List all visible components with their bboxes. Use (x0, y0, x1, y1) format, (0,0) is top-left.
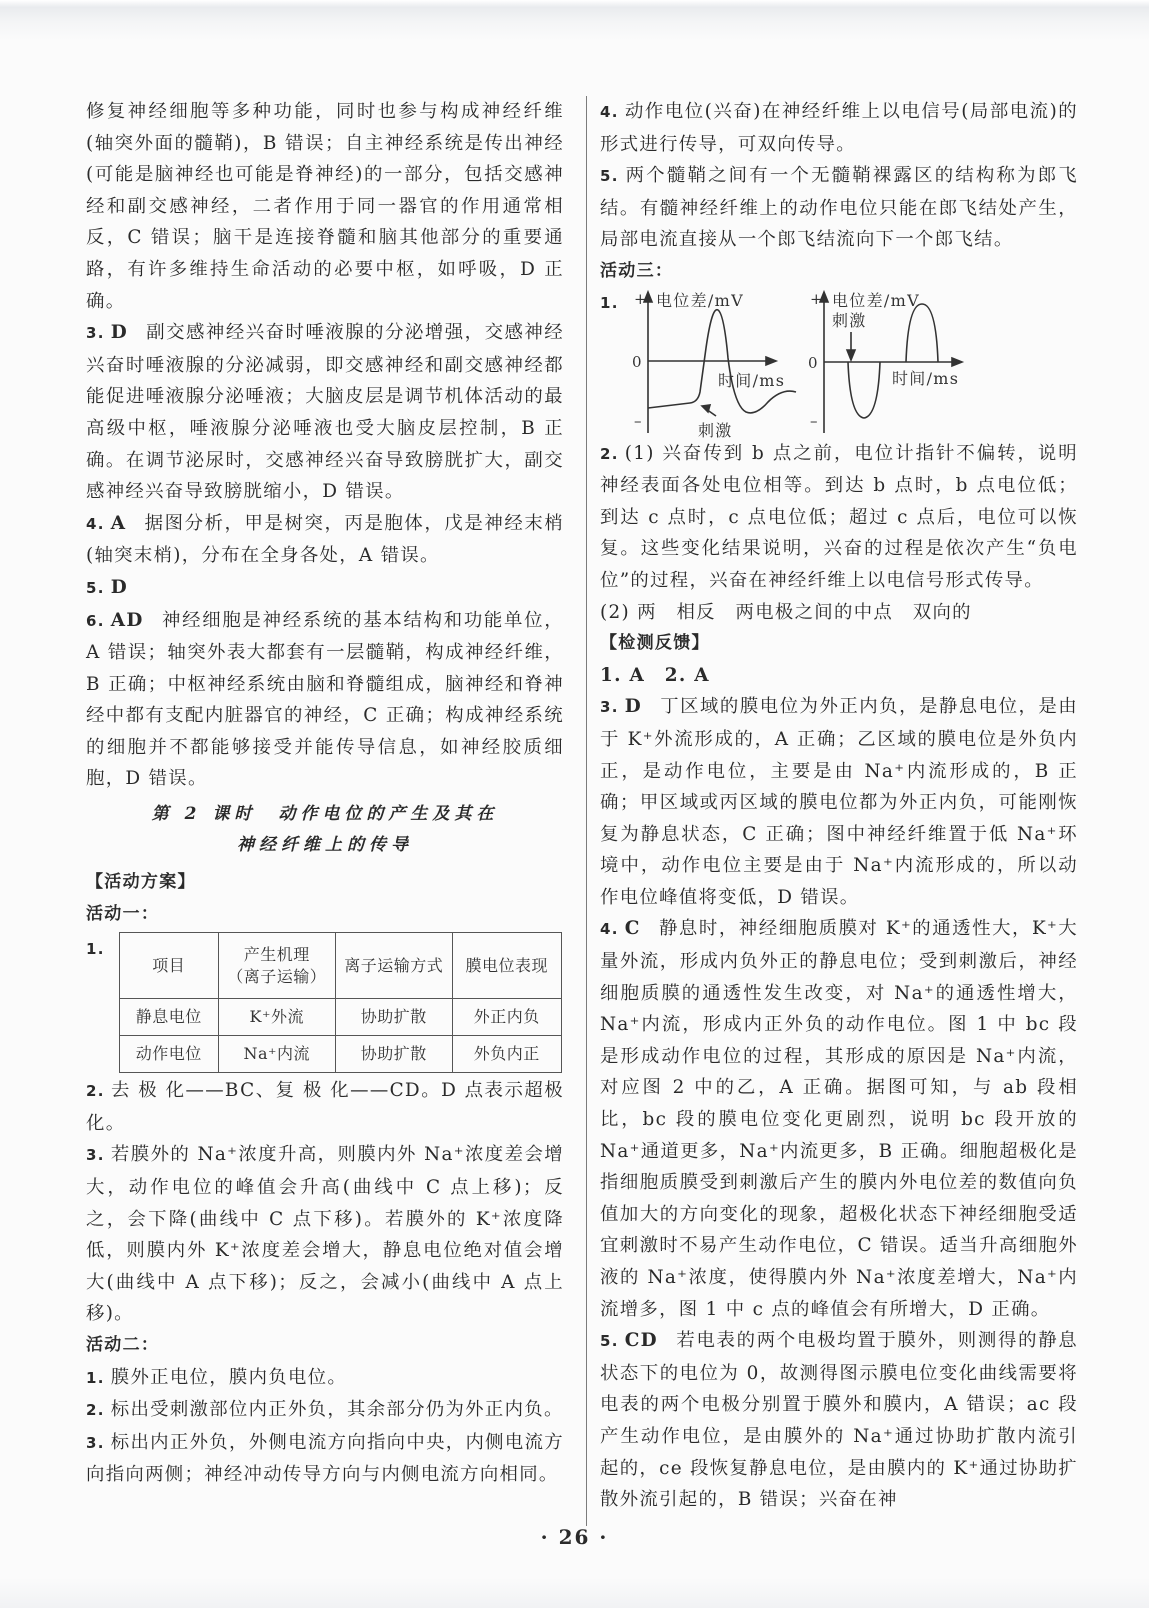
table-cell: 协助扩散 (335, 999, 452, 1036)
scan-bottom-shadow (0, 1578, 1149, 1608)
header-line: （离子运输） (227, 966, 327, 986)
question-number: 4. (86, 514, 105, 533)
answer-q4 (86, 508, 564, 572)
activity2-label: 活动二： (86, 1335, 160, 1355)
y-axis-label: 电位差/mV (832, 290, 920, 310)
question-number: 3. (86, 324, 105, 343)
answer-q5 (86, 572, 564, 605)
feedback-q5 (600, 1325, 1078, 1516)
y-minus-label: – (634, 411, 643, 430)
action-potential-graph (620, 288, 820, 438)
question-number: 5. (600, 167, 619, 186)
activity1-q2 (86, 1075, 564, 1139)
explanation: 两个髓鞘之间有一个无髓鞘裸露区的结构称为郎飞结。有髓神经纤维上的动作电位只能在郎飞结处产生，局部电流直接从一个郎飞结流向下一个郎飞结。 (600, 165, 1078, 251)
explanation: 据图分析，甲是树突，丙是胞体，戊是神经末梢(轴突末梢)，分布在全身各处，A 错误。 (86, 512, 564, 567)
table-cell: 动作电位 (119, 1036, 218, 1073)
feedback-q1-q2: 1. A 2. A (600, 664, 710, 686)
section-activity-plan: 【活动方案】 (86, 872, 196, 893)
answer-q3 (86, 317, 564, 508)
activity2-q4 (600, 96, 1078, 160)
x-axis-label: 时间/ms (892, 368, 960, 388)
table-cell: 静息电位 (119, 999, 218, 1036)
table-header: 项目 (119, 933, 218, 999)
question-number: 3. (86, 1146, 105, 1165)
explanation: 动作电位(兴奋)在神经纤维上以电信号(局部电流)的形式进行传导，可双向传导。 (600, 101, 1078, 155)
stimulus-label: 刺激 (832, 310, 867, 330)
feedback-q3 (600, 691, 1078, 913)
answer-letter: D (624, 696, 642, 718)
table-row (119, 999, 561, 1036)
explanation: (1) 兴奋传到 b 点之前，电位计指针不偏转，说明神经表面各处电位相等。到达 b 点时，b 点电位低；到达 c 点时，c 点电位低；超过 c 点后，电位可以恢复。这些变化结果说明，兴奋的过程是依次产生“负电位”的过程，兴奋在神经纤维上以电信号形式传导。 (600, 442, 1078, 591)
explanation: 若膜外的 Na⁺浓度升高，则膜内外 Na⁺浓度差会增大，动作电位的峰值会升高(曲线中 C 点上移)；反之，会下降(曲线中 C 点下移)。若膜外的 K⁺浓度降低，则膜内外 K⁺浓度差会增大，静息电位绝对值会增大(曲线中 A 点下移)；反之，会减小(曲线中 A 点上移)。 (86, 1144, 564, 1325)
activity3-q2-part1 (600, 438, 1078, 597)
explanation: 标出内正外负，外侧电流方向指向中央，内侧电流方向指向两侧；神经冲动传导方向与内侧电流方向相同。 (86, 1431, 564, 1486)
scan-top-shadow (0, 0, 1149, 40)
answer-q6 (86, 605, 564, 796)
y-plus-label: + (634, 289, 648, 308)
table-cell: K⁺外流 (218, 999, 335, 1036)
page-number: · 26 · (540, 1525, 609, 1549)
question-number: 1. (86, 940, 105, 959)
question-number: 1. (86, 1368, 105, 1387)
y-minus-label: – (810, 411, 819, 430)
table-header: 膜电位表现 (452, 933, 561, 999)
y-zero-label: 0 (632, 352, 643, 371)
question-number: 2. (86, 1082, 105, 1101)
explanation: 丁区域的膜电位为外正内负，是静息电位，是由于 K⁺外流形成的，A 正确；乙区域的膜电位是外负内正，是动作电位，主要是由 Na⁺内流形成的，B 正确；甲区域或丙区域的膜电位都为外正内负，可能刚恢复为静息状态，C 正确；图中神经纤维置于低 Na⁺环境中，动作电位主要是由于 Na⁺内流形成的，所以动作电位峰值将变低，D 错误。 (600, 696, 1078, 908)
activity3-q2-part2: (2) 两 相反 两电极之间的中点 双向的 (600, 601, 972, 623)
membrane-potential-table (119, 932, 562, 1073)
header-line: 产生机理 (243, 944, 310, 964)
explanation: 若电表的两个电极均置于膜外，则测得的静息状态下的电位为 0，故测得图示膜电位变化曲线需要将电表的两个电极分别置于膜外和膜内，A 错误；ac 段产生动作电位，是由膜外的 Na⁺通过协助扩散内流引起的，ce 段恢复静息电位，是由膜内的 K⁺通过协助扩散外流引起的，B 错误；兴奋在神 (600, 1330, 1078, 1511)
explanation: 神经细胞是神经系统的基本结构和功能单位，A 错误；轴突外表大都套有一层髓鞘，构成神经纤维，B 正确；中枢神经系统由脑和脊髓组成，脑神经和脊神经中都有支配内脏器官的神经，C 正确；构成神经系统的细胞并不都能够接受并能传导信息，如神经胶质细胞，D 错误。 (86, 609, 564, 790)
question-number: 2. (600, 444, 619, 463)
table-header (218, 933, 335, 999)
explanation: 副交感神经兴奋时唾液腺的分泌增强，交感神经兴奋时唾液腺的分泌减弱，即交感神经和副交感神经都能促进唾液腺分泌唾液；大脑皮层是调节机体活动的最高级中枢，唾液腺分泌唾液也受大脑皮层控制，B 正确。在调节泌尿时，交感神经兴奋导致膀胱扩大，副交感神经兴奋导致膀胱缩小，D 错误。 (86, 322, 564, 503)
explanation: 静息时，神经细胞质膜对 K⁺的通透性大，K⁺大量外流，形成内负外正的静息电位；受到刺激后，神经细胞质膜的通透性发生改变，对 Na⁺的通透性增大，Na⁺内流，形成内正外负的动作电位。图 1 中 bc 段是形成动作电位的过程，其形成的原因是 Na⁺内流，对应图 2 中的乙，A 正确。据图可知，与 ab 段相比，bc 段的膜电位变化更剧烈，说明 bc 段开放的 Na⁺通道更多，Na⁺内流更多，B 正确。细胞超极化是指细胞质膜受到刺激后产生的膜内外电位差的数值向负值加大的方向变化的现象，超极化状态下神经细胞受适宜刺激时不易产生动作电位，C 错误。适当升高细胞外液的 Na⁺浓度，使得膜内外 Na⁺浓度差增大，Na⁺内流增多，图 1 中 c 点的峰值会有所增大，D 正确。 (600, 918, 1078, 1320)
right-column (600, 96, 1078, 1516)
table-cell: 协助扩散 (335, 1036, 452, 1073)
activity2-q5 (600, 160, 1078, 256)
question-number: 4. (600, 103, 619, 121)
table-row (119, 1036, 561, 1073)
activity2-q1 (86, 1362, 564, 1395)
table-header: 离子运输方式 (335, 933, 452, 999)
answer-letter: D (110, 322, 128, 344)
question-number: 6. (86, 611, 105, 630)
question-number: 5. (600, 1332, 619, 1351)
table-cell: 外正内负 (452, 999, 561, 1036)
question-number: 2. (86, 1401, 105, 1420)
question-number: 3. (86, 1433, 105, 1452)
stimulus-label: 刺激 (698, 420, 733, 438)
potential-graphs (600, 288, 1078, 438)
table-cell: 外负内正 (452, 1036, 561, 1073)
biphasic-potential-graph (796, 288, 996, 438)
activity1-q1 (86, 932, 564, 1073)
y-plus-label: + (810, 289, 824, 308)
y-zero-label: 0 (808, 353, 819, 372)
question-number: 1. (600, 293, 619, 312)
left-column (86, 96, 564, 1491)
y-axis-label: 电位差/mV (656, 290, 744, 310)
activity2-q2 (86, 1394, 564, 1427)
explanation: 去 极 化——BC、复 极 化——CD。D 点表示超极化。 (86, 1080, 564, 1134)
table-cell: Na⁺内流 (218, 1036, 335, 1073)
intro-paragraph: 修复神经细胞等多种功能，同时也参与构成神经纤维(轴突外面的髓鞘)，B 错误；自主神经系统是传出神经(可能是脑神经也可能是脊神经)的一部分，包括交感神经和副交感神经，二者作用于同一器官的作用通常相反，C 错误；脑干是连接脊髓和脑其他部分的重要通路，有许多维持生命活动的必要中枢，如呼吸，D 正确。 (86, 101, 564, 312)
question-number: 4. (600, 920, 619, 939)
lesson-title-line1: 第 2 课时 动作电位的产生及其在 (151, 804, 499, 825)
answer-letter: CD (624, 1330, 658, 1352)
answer-letter: C (624, 918, 641, 940)
section-feedback: 【检测反馈】 (600, 633, 710, 654)
answer-letter: D (110, 576, 128, 598)
explanation: 标出受刺激部位内正外负，其余部分仍为外正内负。 (110, 1399, 564, 1421)
question-number: 5. (86, 578, 105, 597)
activity2-q3 (86, 1427, 564, 1491)
activity1-q3 (86, 1139, 564, 1330)
column-divider (586, 96, 587, 1526)
x-axis-label: 时间/ms (718, 370, 786, 390)
activity1-label: 活动一： (86, 903, 160, 924)
table-header-row (119, 933, 561, 999)
question-number: 3. (600, 698, 619, 717)
lesson-title-line2: 神经纤维上的传导 (237, 835, 413, 856)
explanation: 膜外正电位，膜内负电位。 (110, 1366, 348, 1388)
answer-letter: A (110, 512, 127, 534)
activity3-label: 活动三： (600, 260, 674, 281)
feedback-q4 (600, 913, 1078, 1325)
answer-letter: AD (110, 609, 144, 631)
